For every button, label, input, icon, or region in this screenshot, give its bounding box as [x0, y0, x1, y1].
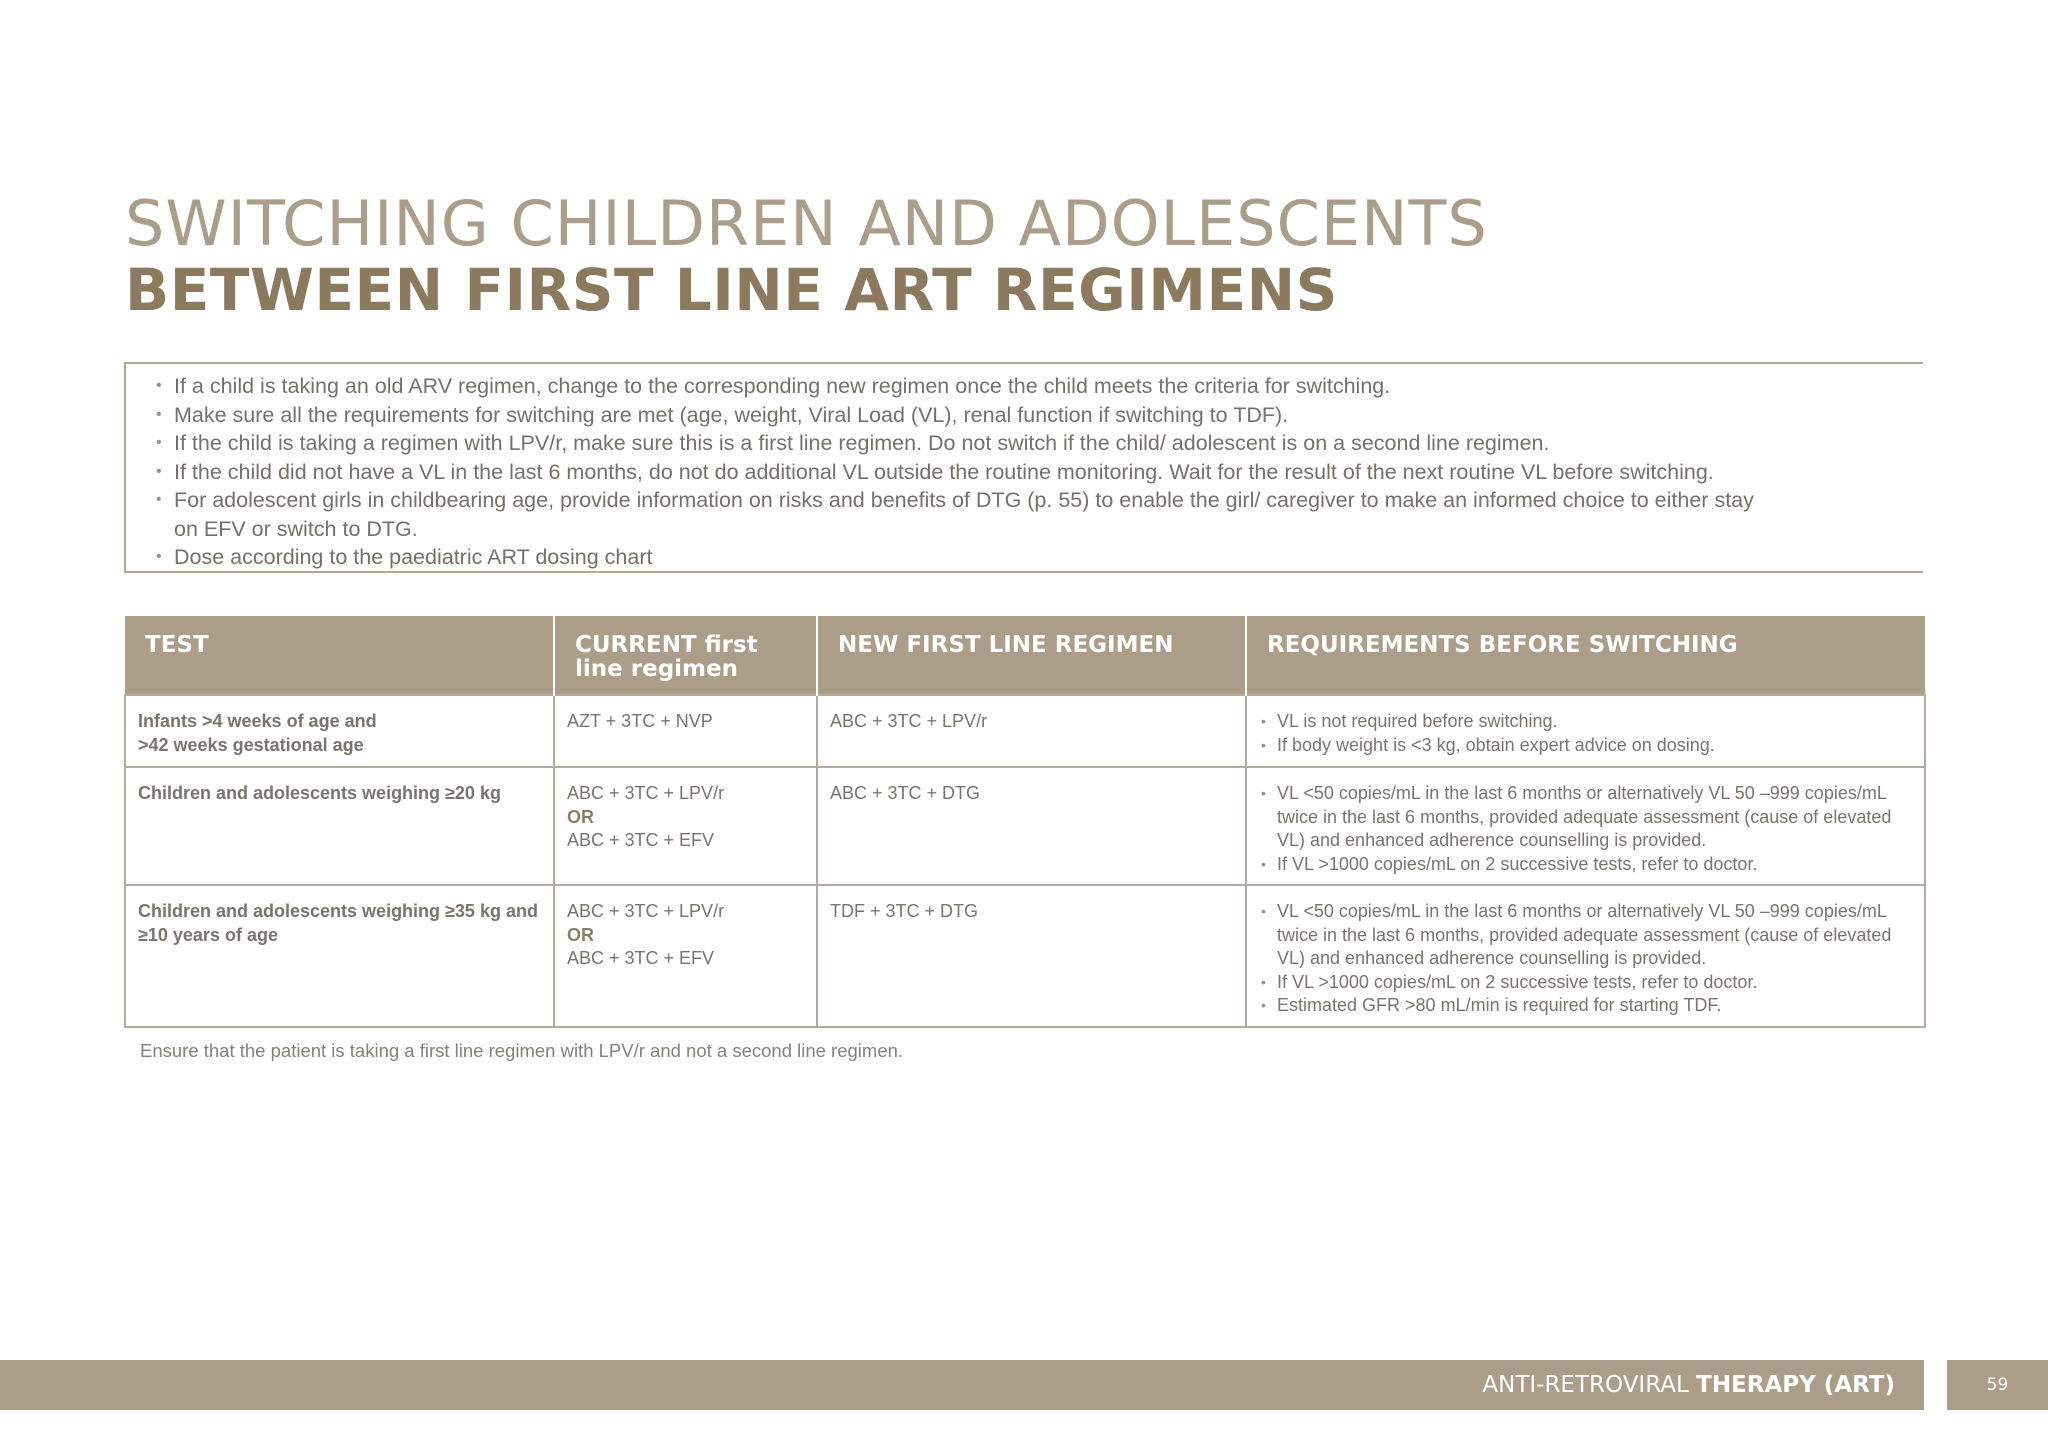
requirements-list — [1259, 710, 1912, 757]
table-header-row — [125, 616, 1925, 695]
table-footnote: Ensure that the patient is taking a first line regimen with LPV/r and not a second line regimen. — [140, 1040, 904, 1061]
or-label: OR — [567, 806, 594, 827]
guidance-item: • If the child did not have a VL in the last 6 months, do not do additional VL outside the routine monitoring. Wait for the result of the next routine VL before switching. — [156, 458, 1923, 487]
page-title-line-1: SWITCHING CHILDREN AND ADOLESCENTS — [125, 187, 1488, 260]
guidance-item: • Make sure all the requirements for switching are met (age, weight, Viral Load (VL), renal function if switching to TDF). — [156, 401, 1923, 430]
page-title-line-2: BETWEEN FIRST LINE ART REGIMENS — [125, 256, 1338, 324]
requirements-cell — [1246, 885, 1925, 1027]
guidance-box — [124, 362, 1923, 573]
guidance-item: • If a child is taking an old ARV regimen, change to the corresponding new regimen once the child meets the criteria for switching. — [156, 372, 1923, 401]
table-row — [125, 695, 1925, 767]
requirement-item: • VL <50 copies/mL in the last 6 months or alternatively VL 50 –999 copies/mL twice in the last 6 months, provided adequate assessment (cause of elevated VL) and enhanced adherence counselling is provided. — [1259, 900, 1912, 971]
header-test: TEST — [125, 616, 554, 695]
requirement-item: • Estimated GFR >80 mL/min is required for starting TDF. — [1259, 994, 1912, 1018]
requirements-cell — [1246, 695, 1925, 767]
current-regimen-option: ABC + 3TC + EFV — [567, 830, 715, 850]
guidance-list — [156, 372, 1923, 572]
guidance-item: • If the child is taking a regimen with LPV/r, make sure this is a first line regimen. Do not switch if the child/ adolescent is on a second line regimen. — [156, 429, 1923, 458]
requirements-list — [1259, 782, 1912, 876]
table-row — [125, 885, 1925, 1027]
guidance-item: • For adolescent girls in childbearing age, provide information on risks and benefits of DTG (p. 55) to enable the girl/ caregiver to make an informed choice to either stay on EFV or switch to DTG. — [156, 486, 1754, 543]
new-regimen-cell: TDF + 3TC + DTG — [817, 885, 1246, 1027]
switching-table — [124, 616, 1926, 1028]
current-regimen-option: ABC + 3TC + EFV — [567, 948, 715, 968]
header-current-regimen: CURRENT first line regimen — [554, 616, 817, 695]
test-cell: Children and adolescents weighing ≥35 kg and ≥10 years of age — [125, 885, 554, 1027]
current-regimen-option: ABC + 3TC + LPV/r — [567, 901, 725, 921]
guidance-item: • Dose according to the paediatric ART dosing chart — [156, 543, 1923, 572]
page-title — [125, 187, 1488, 324]
requirements-cell — [1246, 767, 1925, 885]
test-cell — [125, 695, 554, 767]
current-regimen: AZT + 3TC + NVP — [567, 711, 713, 731]
footer-section-regular: ANTI-RETROVIRAL — [1482, 1372, 1697, 1398]
test-text: Infants >4 weeks of age and >42 weeks gestational age — [138, 711, 377, 755]
new-regimen-cell: ABC + 3TC + DTG — [817, 767, 1246, 885]
footer-section-title — [1482, 1372, 1895, 1398]
header-new-regimen: NEW FIRST LINE REGIMEN — [817, 616, 1246, 695]
or-label: OR — [567, 924, 594, 945]
current-regimen-cell — [554, 767, 817, 885]
requirement-item: • VL <50 copies/mL in the last 6 months or alternatively VL 50 –999 copies/mL twice in the last 6 months, provided adequate assessment (cause of elevated VL) and enhanced adherence counselling is provided. — [1259, 782, 1912, 853]
test-cell: Children and adolescents weighing ≥20 kg — [125, 767, 554, 885]
header-requirements: REQUIREMENTS BEFORE SWITCHING — [1246, 616, 1925, 695]
requirement-item: • If VL >1000 copies/mL on 2 successive tests, refer to doctor. — [1259, 971, 1912, 995]
current-regimen-cell — [554, 885, 817, 1027]
requirement-item: • If VL >1000 copies/mL on 2 successive tests, refer to doctor. — [1259, 853, 1912, 877]
requirements-list — [1259, 900, 1912, 1018]
new-regimen-cell: ABC + 3TC + LPV/r — [817, 695, 1246, 767]
current-regimen-cell — [554, 695, 817, 767]
footer-section-bold: THERAPY (ART) — [1696, 1372, 1895, 1398]
current-regimen-option: ABC + 3TC + LPV/r — [567, 783, 725, 803]
requirement-item: • VL is not required before switching. — [1259, 710, 1912, 734]
page-number: 59 — [1947, 1360, 2048, 1410]
table-row — [125, 767, 1925, 885]
footer-bar — [0, 1360, 1924, 1410]
requirement-item: • If body weight is <3 kg, obtain expert advice on dosing. — [1259, 734, 1912, 758]
